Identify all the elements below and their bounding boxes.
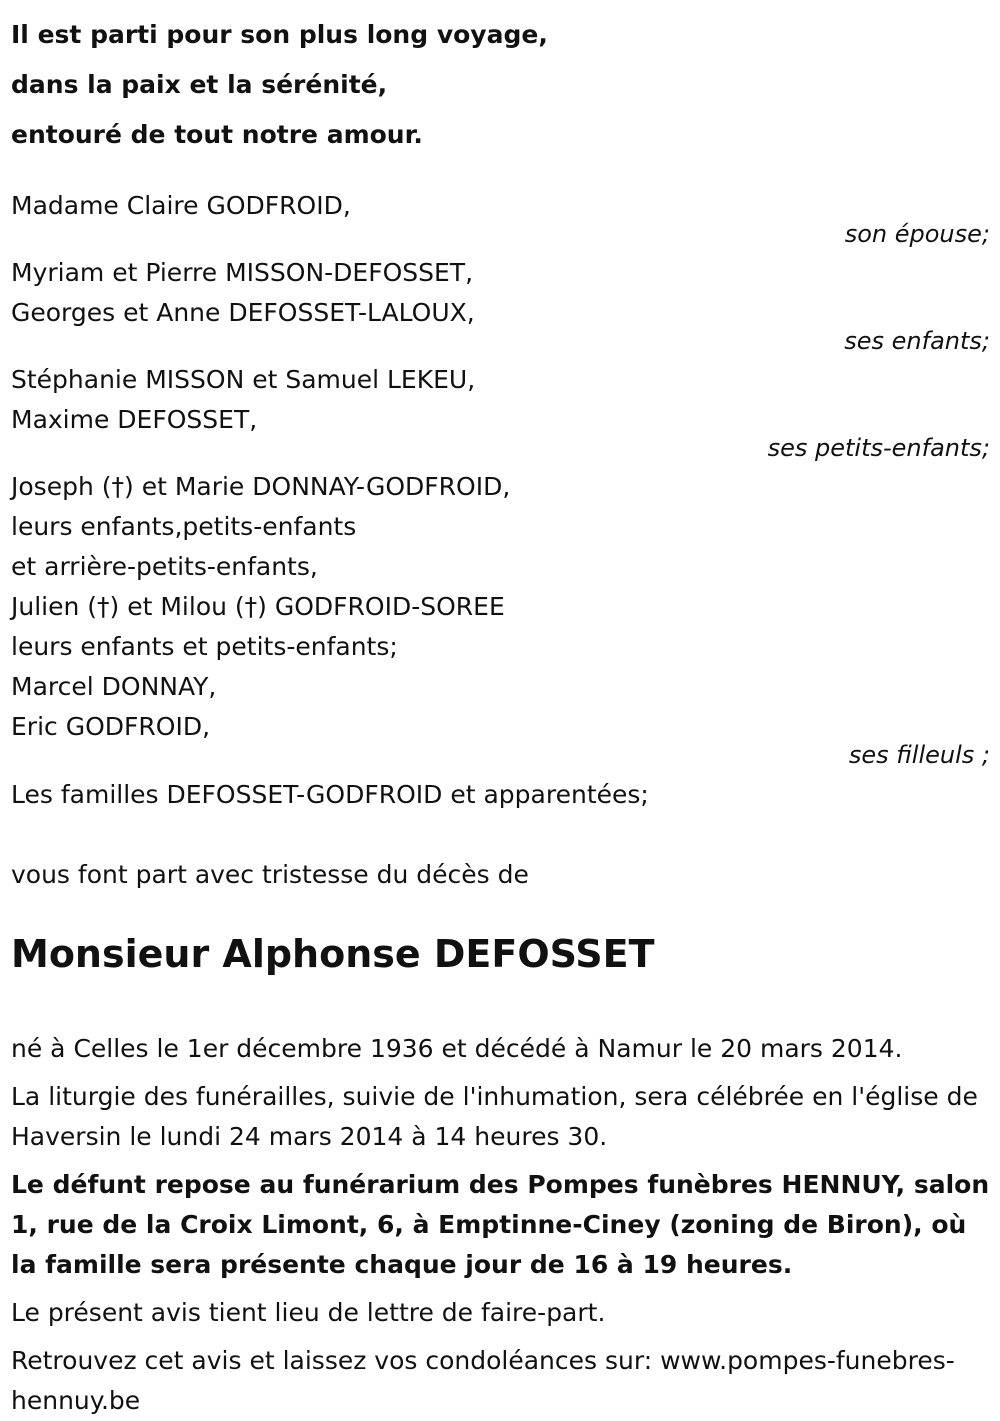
family-line: Stéphanie MISSON et Samuel LEKEU, [11, 365, 476, 394]
visitation-text: Le défunt repose au funérarium des Pompes funèbres HENNUY, salon 1, rue de la Croix Limont, 6, à Emptinne-Ciney (zoning de Biron), où la famille sera présente chaque jour de 16 à 19 heures. [11, 1170, 990, 1279]
birth-death-text: né à Celles le 1er décembre 1936 et décédé à Namur le 20 mars 2014. [11, 1034, 903, 1063]
family-line: Myriam et Pierre MISSON-DEFOSSET, [11, 258, 474, 287]
intro-verse [11, 10, 990, 160]
family-line: Julien (†) et Milou (†) GODFROID-SOREE [11, 592, 505, 621]
family-line: Madame Claire GODFROID, [11, 191, 351, 220]
intro-line: Il est parti pour son plus long voyage, [11, 20, 548, 49]
family-group-children [11, 253, 990, 353]
deceased-name: Monsieur Alphonse DEFOSSET [11, 932, 655, 976]
relation-label: ses filleuls ; [848, 741, 990, 769]
family-line: leurs enfants,petits-enfants [11, 512, 357, 541]
family-line: leurs enfants et petits-enfants; [11, 632, 398, 661]
announcement: vous font part avec tristesse du décès de [11, 860, 529, 889]
condolences-text: Retrouvez cet avis et laissez vos condoléances sur: www.pompes-funebres-hennuy.be [11, 1346, 955, 1415]
family-line: Georges et Anne DEFOSSET-LALOUX, [11, 298, 475, 327]
family-line: Eric GODFROID, [11, 712, 211, 741]
funeral-info [11, 1029, 990, 1421]
family-group-grandchildren [11, 360, 990, 460]
relation-label: ses enfants; [844, 327, 990, 355]
family-line: Marcel DONNAY, [11, 672, 217, 701]
family-line: et arrière-petits-enfants, [11, 552, 318, 581]
family-line: Maxime DEFOSSET, [11, 405, 258, 434]
liturgy-text: La liturgie des funérailles, suivie de l'inhumation, sera célébrée en l'église de Haversin le lundi 24 mars 2014 à 14 heures 30. [11, 1082, 978, 1151]
family-line: Joseph (†) et Marie DONNAY-GODFROID, [11, 472, 511, 501]
relation-label: ses petits-enfants; [767, 434, 990, 462]
intro-line: dans la paix et la sérénité, [11, 70, 388, 99]
relation-label: son épouse; [844, 220, 990, 248]
family-group-godchildren [11, 467, 990, 767]
families-line: Les familles DEFOSSET-GODFROID et apparentées; [11, 780, 649, 809]
intro-line: entouré de tout notre amour. [11, 120, 423, 149]
notice-text: Le présent avis tient lieu de lettre de faire-part. [11, 1298, 606, 1327]
family-group-spouse [11, 186, 990, 246]
